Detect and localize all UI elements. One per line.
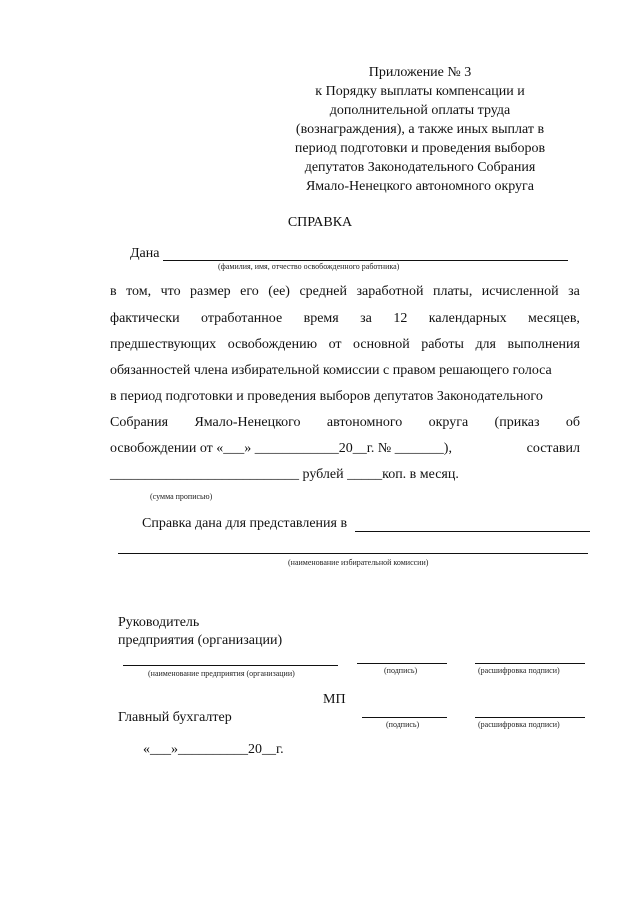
issued-to-hint: (фамилия, имя, отчество освобожденного работника) xyxy=(218,262,400,271)
body-line-6: Собрания Ямало-Ненецкого автономного округа (приказ об xyxy=(110,415,580,430)
issued-to-label: Дана xyxy=(130,246,160,261)
header-line: депутатов Законодательного Собрания xyxy=(304,160,536,175)
accountant-decode-hint: (расшифровка подписи) xyxy=(478,720,560,729)
signature-date: «___»__________20__г. xyxy=(143,742,284,757)
head-sign-hint: (подпись) xyxy=(384,666,418,675)
header-line: (вознаграждения), а также иных выплат в xyxy=(295,122,545,137)
header-line: к Порядку выплаты компенсации и xyxy=(315,84,525,99)
document-title: СПРАВКА xyxy=(287,215,353,230)
accountant-decode-line[interactable] xyxy=(475,717,585,718)
accountant-sign-hint: (подпись) xyxy=(386,720,420,729)
header-line: период подготовки и проведения выборов xyxy=(294,141,546,156)
head-title-1: Руководитель xyxy=(118,615,200,630)
head-decode-line[interactable] xyxy=(475,663,585,664)
head-signature-line[interactable] xyxy=(357,663,447,664)
accountant-signature-line[interactable] xyxy=(362,717,447,718)
body-line-1: в том, что размер его (ее) средней заработной платы, исчисленной за xyxy=(110,284,580,299)
commission-line-2[interactable] xyxy=(118,553,588,554)
body-line-4: обязанностей члена избирательной комиссии с правом решающего голоса xyxy=(110,363,552,378)
org-name-line[interactable] xyxy=(123,665,338,666)
head-title-2: предприятия (организации) xyxy=(118,633,283,648)
commission-line-1[interactable] xyxy=(355,531,590,532)
body-line-2: фактически отработанное время за 12 календарных месяцев, xyxy=(110,311,580,326)
accountant-title: Главный бухгалтер xyxy=(118,710,232,725)
header-line: Ямало-Ненецкого автономного округа xyxy=(305,179,535,194)
issued-to-line[interactable] xyxy=(163,260,568,261)
org-hint: (наименование предприятия (организации) xyxy=(148,669,295,678)
body-line-7: освобождении от «___» ____________20__г. № _______), составил xyxy=(110,441,580,456)
presented-to-label: Справка дана для представления в xyxy=(142,516,348,531)
stamp-place: МП xyxy=(323,692,346,707)
sum-hint: (сумма прописью) xyxy=(150,492,213,501)
body-line-5: в период подготовки и проведения выборов депутатов Законодательного xyxy=(110,389,543,404)
header-line: дополнительной оплаты труда xyxy=(329,103,511,118)
commission-hint: (наименование избирательной комиссии) xyxy=(288,558,429,567)
body-line-3: предшествующих освобождению от основной работы для выполнения xyxy=(110,337,580,352)
appendix-number: Приложение № 3 xyxy=(368,65,472,80)
salary-amount-line: ___________________________ рублей _____коп. в месяц. xyxy=(110,467,459,482)
head-decode-hint: (расшифровка подписи) xyxy=(478,666,560,675)
